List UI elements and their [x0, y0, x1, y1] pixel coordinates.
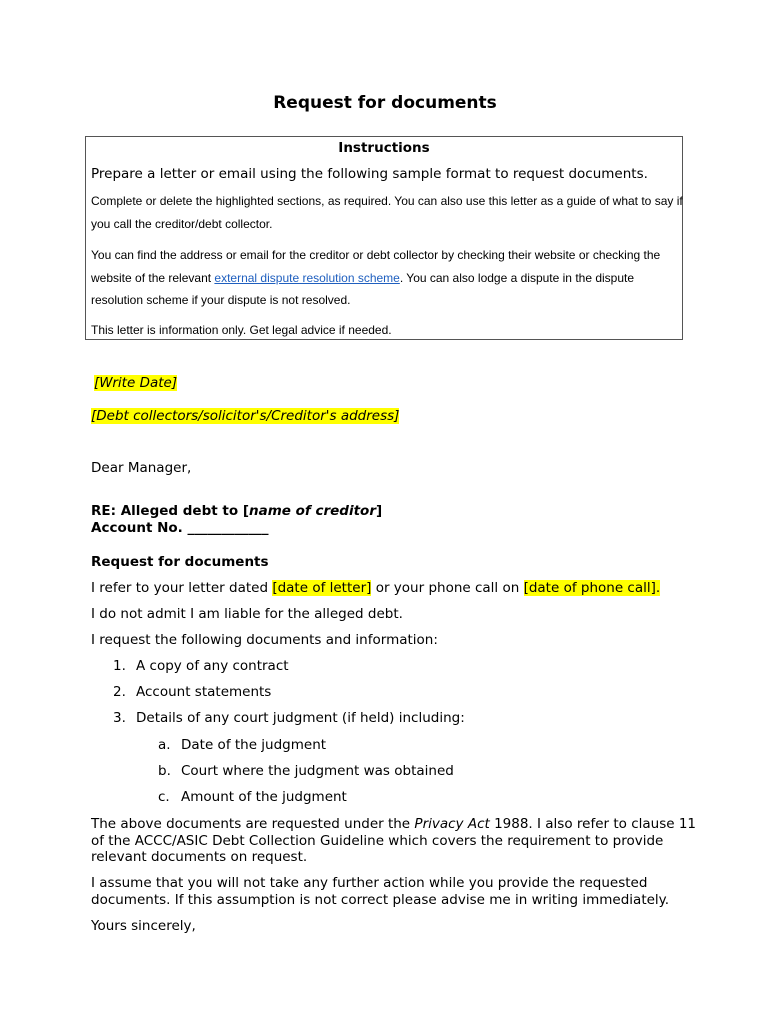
sublist-item: Date of the judgment	[181, 737, 327, 753]
instructions-main-text: Prepare a letter or email using the following sample format to request documents.	[91, 166, 648, 182]
sublist-item-letter: b.	[158, 763, 171, 779]
section-heading: Request for documents	[91, 554, 269, 570]
instructions-box	[85, 136, 683, 340]
list-item-number: 2.	[113, 684, 126, 700]
re-suffix: ]	[375, 503, 383, 519]
instructions-paragraph-1: Complete or delete the highlighted sections, as required. You can also use this letter as a guide of what to say if you call the creditor/debt collector.	[91, 194, 683, 231]
sublist-item-letter: a.	[158, 737, 171, 753]
list-item: A copy of any contract	[136, 658, 289, 674]
refer-middle: or your phone call on	[371, 580, 524, 596]
page-title: Request for documents	[273, 93, 497, 113]
letter-date-placeholder: [date of letter]	[272, 580, 372, 596]
instructions-paragraph-3: This letter is information only. Get legal advice if needed.	[91, 323, 392, 337]
instructions-heading: Instructions	[338, 140, 430, 156]
address-placeholder	[91, 408, 399, 424]
instructions-p2-text-end: . You can also lodge a dispute in the dispute resolution scheme if your dispute is not resolved.	[91, 270, 635, 307]
refer-line	[91, 580, 660, 596]
list-item-number: 3.	[113, 710, 126, 726]
address-placeholder-text: [Debt collectors/solicitor's/Creditor's address]	[91, 408, 400, 424]
privacy-after: 1988. I also refer to clause 11 of the ACCC/ASIC Debt Collection Guideline which covers the requirement to provide relevant documents on request.	[91, 816, 697, 865]
instructions-p2-text: You can find the address or email for the creditor or debt collector by checking their website or checking the website of the relevant	[91, 248, 661, 285]
list-item-number: 1.	[113, 658, 126, 674]
re-prefix: RE: Alleged debt to [	[91, 503, 249, 519]
list-item: Details of any court judgment (if held) including:	[136, 710, 465, 726]
closing: Yours sincerely,	[91, 918, 196, 934]
re-creditor: name of creditor	[249, 503, 376, 519]
request-intro: I request the following documents and information:	[91, 632, 438, 648]
date-placeholder-text: [Write Date]	[94, 375, 178, 391]
instructions-paragraph-2	[91, 244, 683, 312]
not-admit-line: I do not admit I am liable for the alleged debt.	[91, 606, 403, 622]
privacy-paragraph	[91, 816, 711, 866]
sublist-item: Amount of the judgment	[181, 789, 347, 805]
salutation: Dear Manager,	[91, 460, 192, 476]
sublist-item-letter: c.	[158, 789, 170, 805]
privacy-before: The above documents are requested under the	[91, 816, 415, 832]
list-item: Account statements	[136, 684, 272, 700]
re-line	[91, 503, 382, 519]
date-placeholder	[94, 375, 177, 391]
assume-paragraph: I assume that you will not take any further action while you provide the requested documents. If this assumption is not correct please advise me in writing immediately.	[91, 875, 670, 908]
sublist-item: Court where the judgment was obtained	[181, 763, 454, 779]
privacy-act-name: Privacy Act	[414, 816, 490, 832]
refer-before: I refer to your letter dated	[91, 580, 273, 596]
account-line: Account No. ____________	[91, 520, 269, 536]
external-dispute-resolution-link[interactable]: external dispute resolution scheme	[214, 270, 400, 285]
phone-date-placeholder: [date of phone call].	[523, 580, 661, 596]
